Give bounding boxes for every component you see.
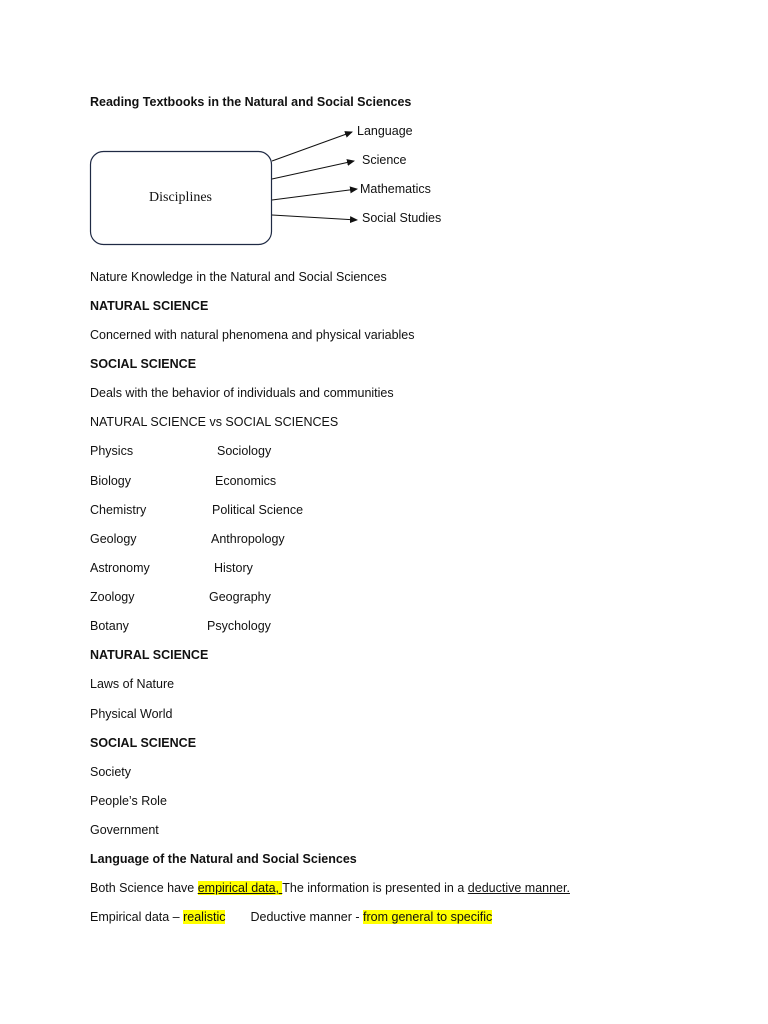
social-science-item: Society	[90, 765, 131, 779]
natural-item-biology: Biology	[90, 474, 131, 488]
language-line-2	[90, 909, 492, 925]
social-science-heading: SOCIAL SCIENCE	[90, 357, 197, 371]
language-line-1	[90, 880, 570, 896]
natural-item-geology: Geology	[90, 532, 137, 546]
social-science-description: Deals with the behavior of individuals and communities	[90, 386, 394, 400]
empirical-data-highlight: empirical data,	[197, 881, 283, 895]
diagram-target-science: Science	[362, 153, 407, 167]
deductive-manner-underlined: deductive manner.	[467, 881, 570, 895]
natural-science-description: Concerned with natural phenomena and physical variables	[90, 328, 415, 342]
natural-science-item: Laws of Nature	[90, 677, 175, 691]
natural-item-zoology: Zoology	[90, 590, 135, 604]
realistic-highlight: realistic	[183, 910, 226, 924]
diagram-target-mathematics: Mathematics	[360, 182, 431, 196]
social-item-political-science: Political Science	[212, 503, 304, 517]
general-to-specific-highlight: from general to specific	[363, 910, 493, 924]
natural-item-physics: Physics	[90, 444, 134, 458]
language-section-heading: Language of the Natural and Social Sciences	[90, 852, 357, 866]
social-science-section-heading: SOCIAL SCIENCE	[90, 736, 197, 750]
social-science-item: Government	[90, 823, 159, 837]
arrow-language	[272, 132, 352, 161]
arrow-science	[272, 161, 354, 179]
natural-science-item: Physical World	[90, 707, 173, 721]
social-item-geography: Geography	[209, 590, 271, 604]
arrow-social-studies	[272, 215, 357, 220]
social-item-psychology: Psychology	[207, 619, 271, 633]
document-title: Reading Textbooks in the Natural and Social Sciences	[90, 95, 412, 109]
disciplines-label: Disciplines	[149, 189, 212, 205]
social-item-anthropology: Anthropology	[211, 532, 285, 546]
language-line-1-part2: The information is presented in a	[282, 881, 468, 895]
arrow-mathematics	[272, 189, 357, 200]
natural-item-astronomy: Astronomy	[90, 561, 150, 575]
comparison-heading: NATURAL SCIENCE vs SOCIAL SCIENCES	[90, 415, 339, 429]
language-line-2-part2: Deductive manner -	[250, 910, 364, 924]
social-item-sociology: Sociology	[217, 444, 272, 458]
social-item-economics: Economics	[215, 474, 277, 488]
social-science-item: People’s Role	[90, 794, 167, 808]
diagram-target-language: Language	[357, 124, 413, 138]
language-line-1-part1: Both Science have	[90, 881, 198, 895]
natural-science-heading: NATURAL SCIENCE	[90, 299, 209, 313]
natural-science-section-heading: NATURAL SCIENCE	[90, 648, 209, 662]
social-item-history: History	[214, 561, 253, 575]
natural-item-chemistry: Chemistry	[90, 503, 147, 517]
language-line-2-part1: Empirical data –	[90, 910, 184, 924]
nature-knowledge-line: Nature Knowledge in the Natural and Social Sciences	[90, 270, 387, 284]
natural-item-botany: Botany	[90, 619, 129, 633]
diagram-target-social-studies: Social Studies	[362, 211, 442, 225]
